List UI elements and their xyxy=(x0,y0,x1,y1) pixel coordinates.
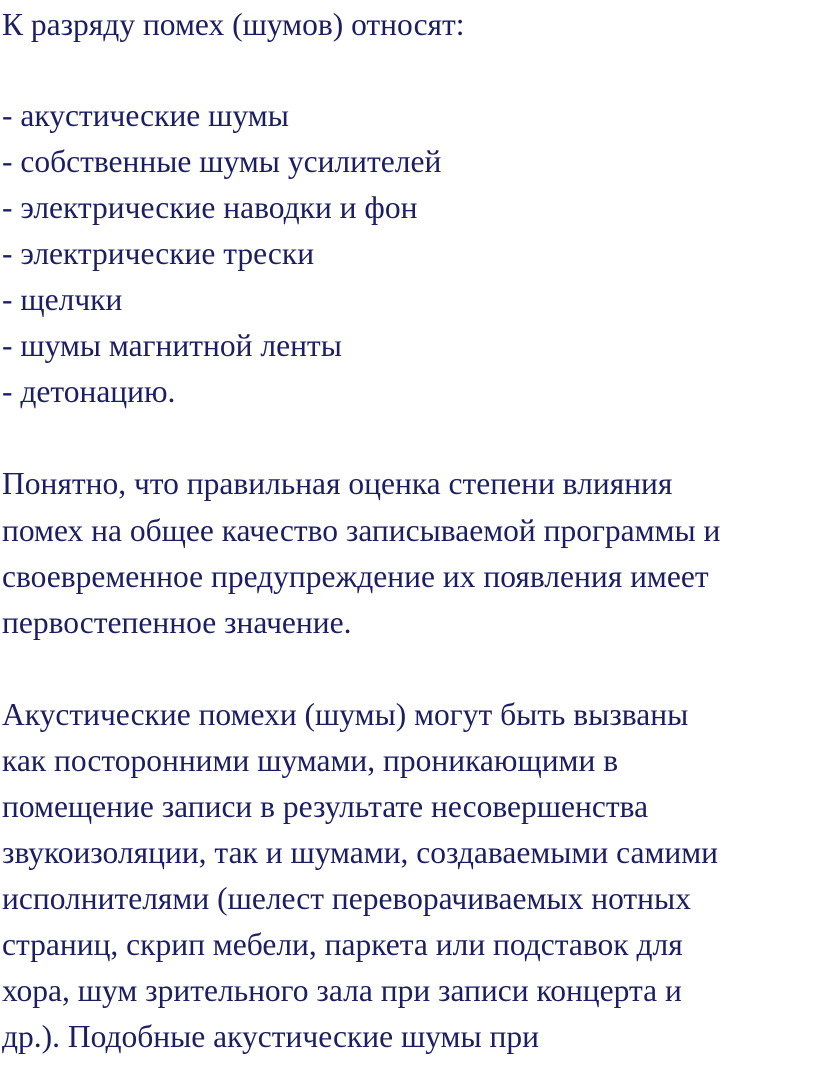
paragraph-1-line: помех на общее качество записываемой программы и xyxy=(2,513,721,548)
paragraph-2-line: Акустические помехи (шумы) могут быть вызваны xyxy=(2,697,689,732)
list-item: - электрические наводки и фон xyxy=(2,190,418,225)
list-item: - собственные шумы усилителей xyxy=(2,144,442,179)
paragraph-2-line: звукоизоляции, так и шумами, создаваемыми самими xyxy=(2,835,719,870)
intro-line: К разряду помех (шумов) относят: xyxy=(2,7,465,42)
paragraph-2-line: страниц, скрип мебели, паркета или подставок для xyxy=(2,927,683,962)
paragraph-1-line: своевременное предупреждение их появления имеет xyxy=(2,559,709,594)
paragraph-2-line: хора, шум зрительного зала при записи концерта и xyxy=(2,973,682,1008)
list-item: - детонацию. xyxy=(2,374,176,409)
paragraph-1-line: Понятно, что правильная оценка степени влияния xyxy=(2,466,673,501)
paragraph-2-line: как посторонними шумами, проникающими в xyxy=(2,743,619,778)
list-item: - акустические шумы xyxy=(2,98,289,133)
paragraph-1-line: первостепенное значение. xyxy=(2,605,352,640)
paragraph-2-line: исполнителями (шелест переворачиваемых нотных xyxy=(2,881,691,916)
list-item: - щелчки xyxy=(2,282,123,317)
paragraph-2-line: помещение записи в результате несовершенства xyxy=(2,789,649,824)
paragraph-2-line: др.). Подобные акустические шумы при xyxy=(2,1019,539,1054)
list-item: - шумы магнитной ленты xyxy=(2,328,342,363)
list-item: - электрические трески xyxy=(2,236,315,271)
